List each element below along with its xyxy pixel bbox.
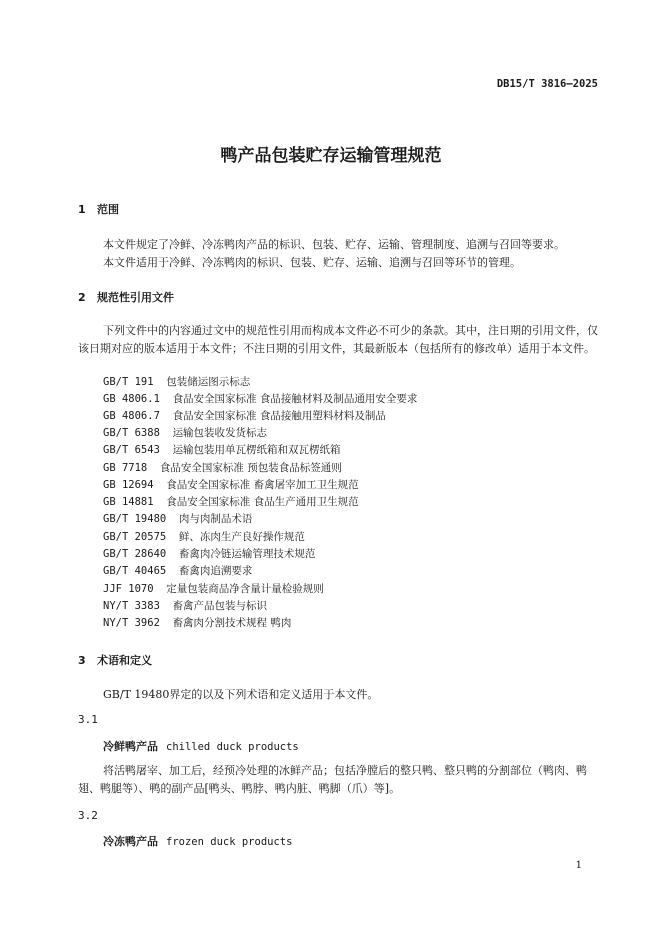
reference-code: NY/T 3383 bbox=[103, 600, 160, 612]
reference-item bbox=[103, 511, 252, 526]
reference-item bbox=[103, 442, 341, 457]
reference-code: GB/T 6388 bbox=[103, 427, 160, 439]
reference-title: 食品安全国家标准 食品生产通用卫生规范 bbox=[166, 496, 359, 508]
reference-code: GB/T 191 bbox=[103, 376, 154, 388]
section-2-intro: 下列文件中的内容通过文中的规范性引用而构成本文件必不可少的条款。其中，注日期的引用文件，仅该日期对应的版本适用于本文件；不注日期的引用文件，其最新版本（包括所有的修改单）适用于本文件。 bbox=[78, 324, 598, 355]
section-3-heading bbox=[78, 652, 152, 668]
term-number: 3.2 bbox=[78, 809, 98, 822]
reference-code: GB 14881 bbox=[103, 496, 154, 508]
reference-item bbox=[103, 529, 305, 544]
reference-item bbox=[103, 477, 359, 492]
reference-item bbox=[103, 563, 252, 578]
section-1-paragraph: 本文件规定了冷鲜、冷冻鸭肉产品的标识、包装、贮存、运输、管理制度、追溯与召回等要求。 bbox=[103, 238, 565, 251]
section-3-title: 术语和定义 bbox=[97, 654, 152, 667]
reference-title: 肉与肉制品术语 bbox=[178, 513, 253, 525]
reference-title: 包装储运图示标志 bbox=[166, 376, 251, 388]
reference-title: 运输包装用单瓦楞纸箱和双瓦楞纸箱 bbox=[172, 444, 341, 456]
reference-item bbox=[103, 425, 267, 440]
reference-item bbox=[103, 408, 386, 423]
reference-title: 食品安全国家标准 食品接触用塑料材料及制品 bbox=[172, 410, 386, 422]
term-number: 3.1 bbox=[78, 713, 98, 726]
reference-item bbox=[103, 460, 342, 475]
standard-number: DB15/T 3816—2025 bbox=[496, 78, 598, 90]
reference-code: GB/T 6543 bbox=[103, 444, 160, 456]
term-english: chilled duck products bbox=[166, 741, 299, 753]
term-chinese: 冷鲜鸭产品 bbox=[103, 740, 158, 753]
reference-title: 畜禽产品包装与标识 bbox=[172, 600, 268, 612]
document-title: 鸭产品包装贮存运输管理规范 bbox=[220, 146, 442, 166]
reference-code: GB/T 20575 bbox=[103, 531, 167, 543]
reference-code: JJF 1070 bbox=[103, 583, 154, 595]
reference-code: GB 4806.7 bbox=[103, 410, 160, 422]
reference-title: 鲜、冻肉生产良好操作规范 bbox=[178, 531, 305, 543]
reference-code: GB 4806.1 bbox=[103, 393, 160, 405]
term-entry bbox=[103, 738, 299, 754]
section-2-heading bbox=[78, 289, 174, 305]
reference-item bbox=[103, 391, 417, 406]
term-entry bbox=[103, 833, 292, 849]
reference-title: 运输包装收发货标志 bbox=[172, 427, 268, 439]
section-1-paragraph: 本文件适用于冷鲜、冷冻鸭肉的标识、包装、贮存、运输、追溯与召回等环节的管理。 bbox=[103, 256, 521, 269]
term-definition: 将活鸭屠宰、加工后，经预冷处理的冰鲜产品；包括净膛后的整只鸭、整只鸭的分割部位（鸭肉、鸭翅、鸭腿等）、鸭的副产品[鸭头、鸭脖、鸭内脏、鸭脚（爪）等]。 bbox=[78, 764, 587, 795]
reference-item bbox=[103, 546, 315, 561]
reference-code: NY/T 3962 bbox=[103, 617, 160, 629]
reference-item bbox=[103, 615, 291, 630]
reference-title: 畜禽肉追溯要求 bbox=[178, 565, 253, 577]
reference-code: GB 12694 bbox=[103, 479, 154, 491]
section-1-heading bbox=[78, 201, 119, 217]
reference-title: 定量包装商品净含量计量检验规则 bbox=[166, 583, 324, 595]
reference-code: GB 7718 bbox=[103, 462, 148, 474]
page-number: 1 bbox=[575, 860, 582, 871]
reference-title: 食品安全国家标准 预包装食品标签通则 bbox=[159, 462, 342, 474]
reference-item bbox=[103, 374, 250, 389]
section-1-number: 1 bbox=[78, 203, 86, 216]
reference-title: 食品安全国家标准 食品接触材料及制品通用安全要求 bbox=[172, 393, 418, 405]
reference-title: 畜禽肉分割技术规程 鸭肉 bbox=[172, 617, 292, 629]
section-2-number: 2 bbox=[78, 291, 86, 304]
term-english: frozen duck products bbox=[166, 836, 293, 848]
reference-code: GB/T 19480 bbox=[103, 513, 167, 525]
reference-code: GB/T 28640 bbox=[103, 548, 167, 560]
section-3-intro: GB/T 19480界定的以及下列术语和定义适用于本文件。 bbox=[103, 688, 379, 701]
section-3-number: 3 bbox=[78, 654, 86, 667]
reference-title: 畜禽肉冷链运输管理技术规范 bbox=[178, 548, 316, 560]
reference-item bbox=[103, 494, 359, 509]
term-chinese: 冷冻鸭产品 bbox=[103, 835, 158, 848]
reference-title: 食品安全国家标准 畜禽屠宰加工卫生规范 bbox=[166, 479, 359, 491]
reference-item bbox=[103, 581, 324, 596]
section-1-title: 范围 bbox=[97, 203, 119, 216]
reference-item bbox=[103, 598, 267, 613]
section-2-title: 规范性引用文件 bbox=[97, 291, 174, 304]
reference-code: GB/T 40465 bbox=[103, 565, 167, 577]
